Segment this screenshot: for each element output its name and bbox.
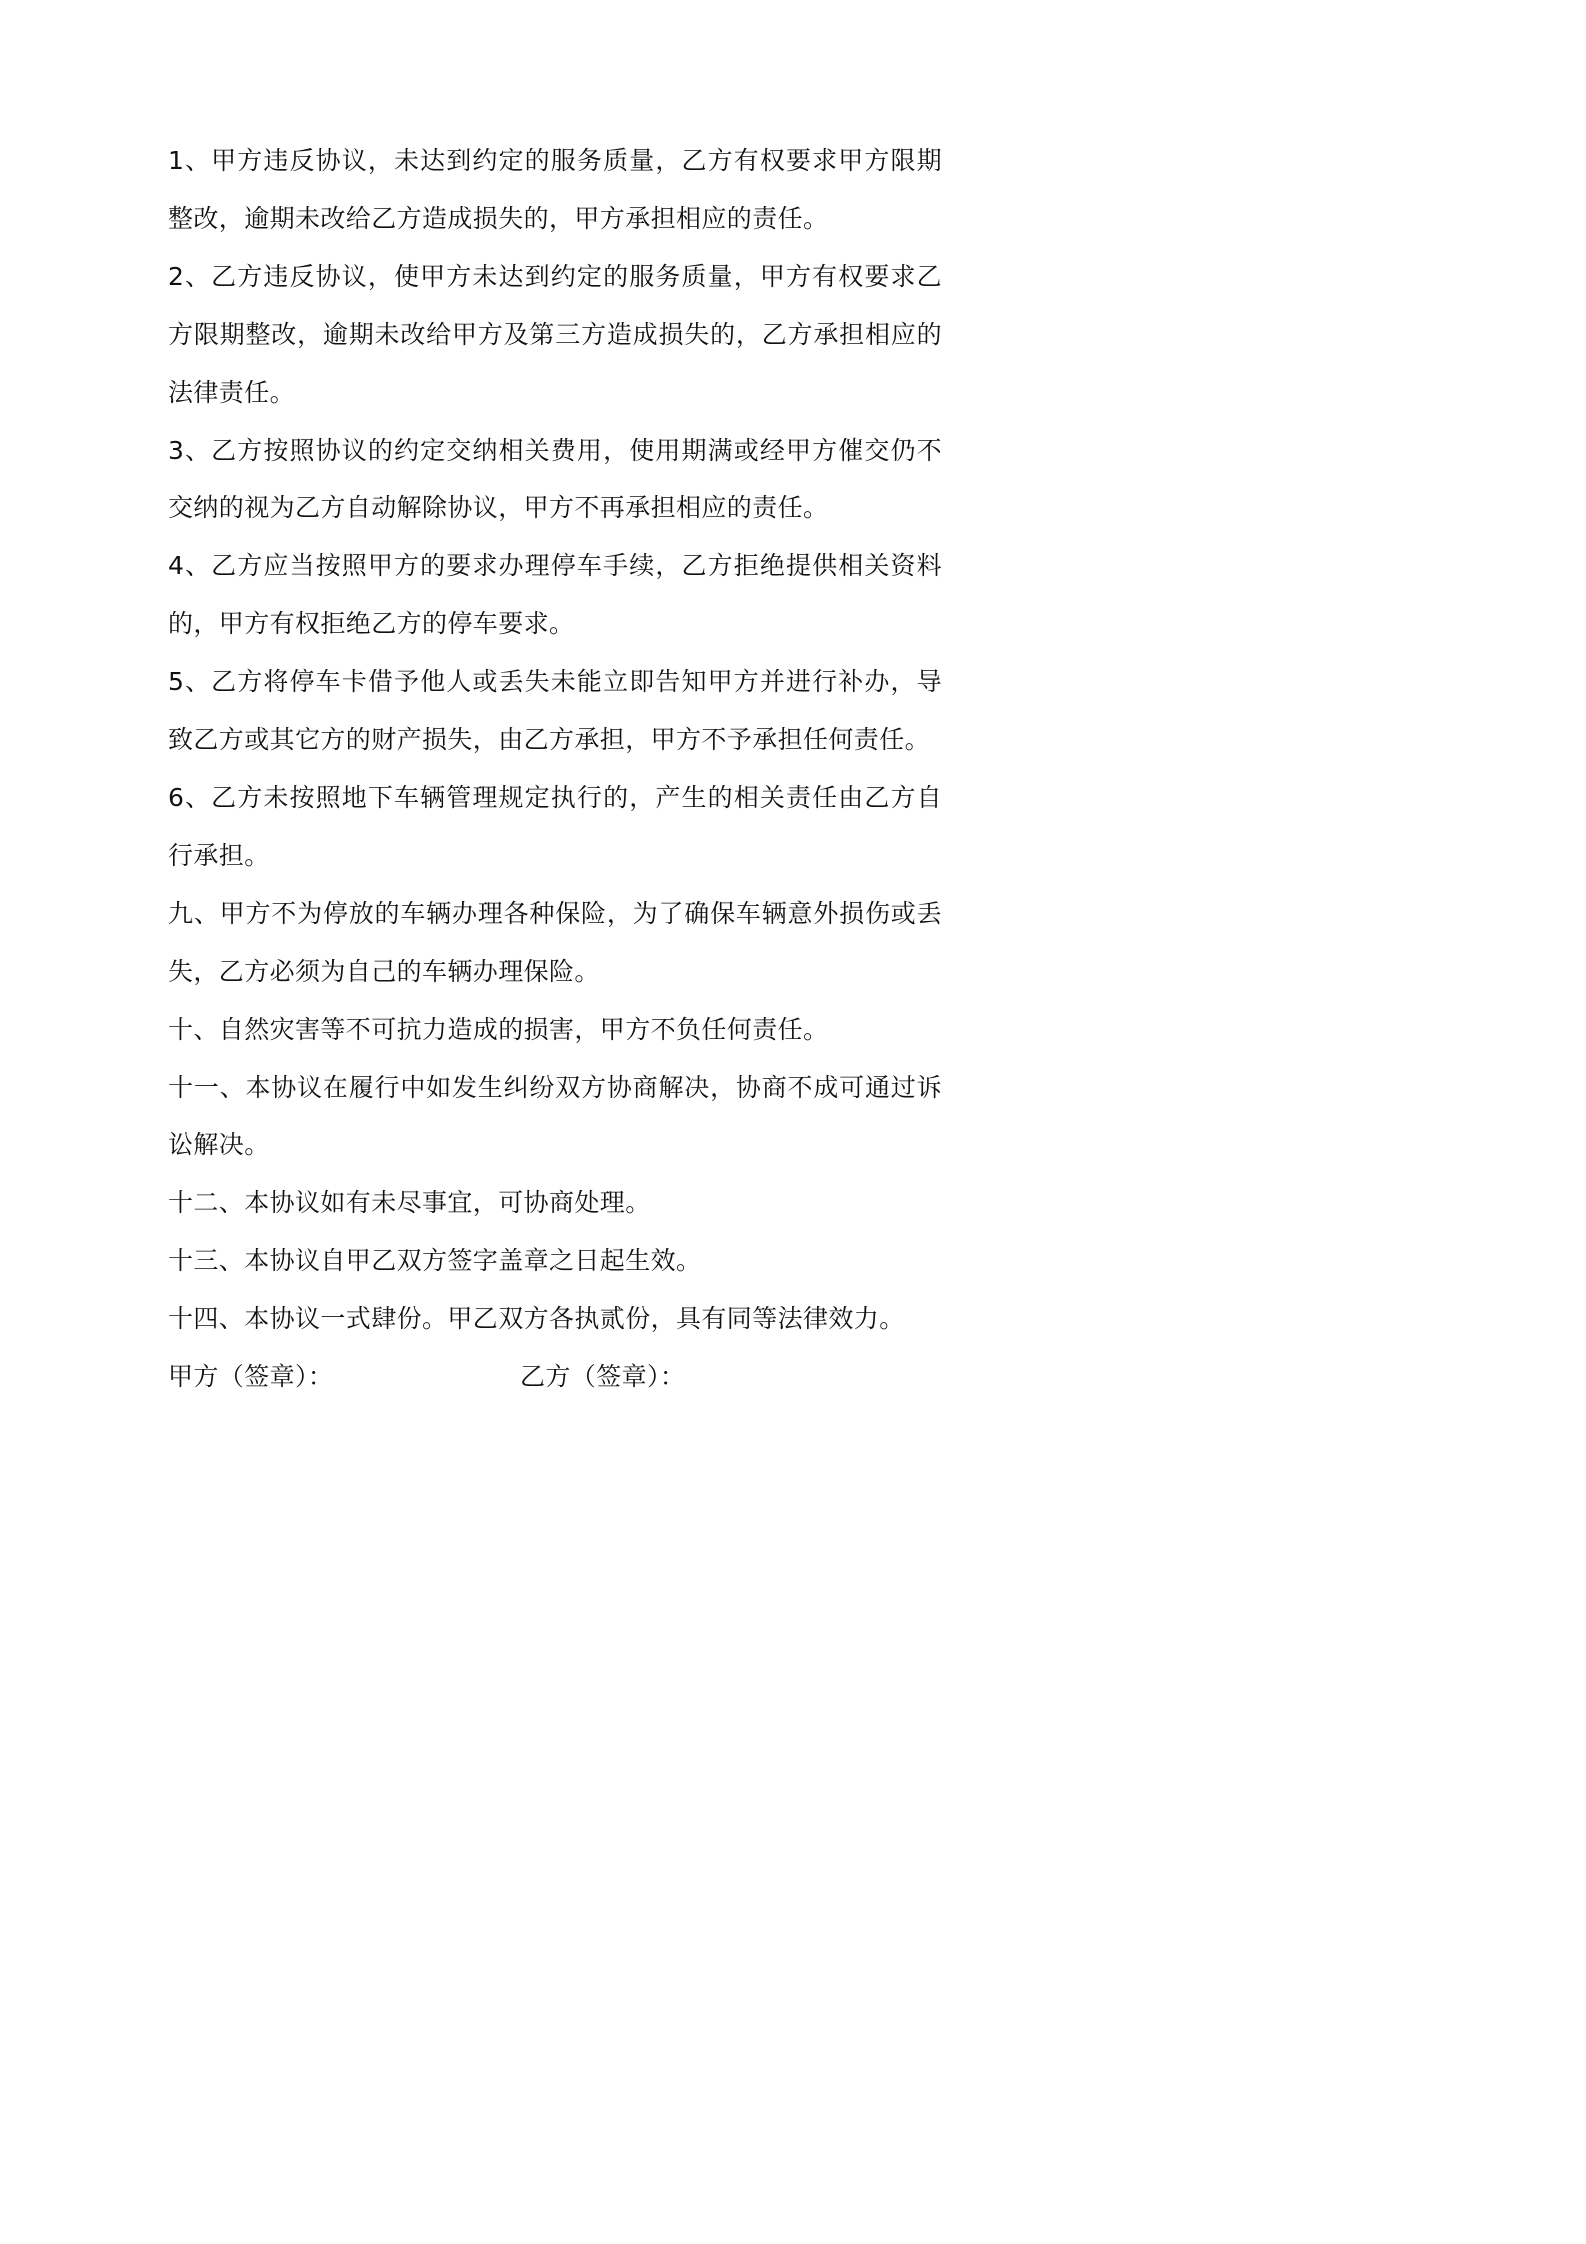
party-b-signature-label: 乙方（签章）： bbox=[520, 1362, 686, 1392]
document-body bbox=[168, 132, 942, 1406]
signature-block bbox=[168, 1348, 942, 1406]
clause-fourteen: 十四、本协议一式肆份。甲乙双方各执贰份，具有同等法律效力。 bbox=[168, 1304, 905, 1334]
clause-1: 1、甲方违反协议，未达到约定的服务质量，乙方有权要求甲方限期整改，逾期未改给乙方造成损失的，甲方承担相应的责任。 bbox=[168, 146, 942, 233]
clause-2: 2、乙方违反协议，使甲方未达到约定的服务质量，甲方有权要求乙方限期整改，逾期未改给甲方及第三方造成损失的，乙方承担相应的法律责任。 bbox=[168, 261, 942, 407]
clause-ten: 十、自然灾害等不可抗力造成的损害，甲方不负任何责任。 bbox=[168, 1014, 829, 1044]
clause-nine: 九、甲方不为停放的车辆办理各种保险，为了确保车辆意外损伤或丢失，乙方必须为自己的车辆办理保险。 bbox=[168, 898, 942, 986]
clause-twelve: 十二、本协议如有未尽事宜，可协商处理。 bbox=[168, 1188, 651, 1218]
clause-6: 6、乙方未按照地下车辆管理规定执行的，产生的相关责任由乙方自行承担。 bbox=[168, 782, 942, 870]
clause-eleven: 十一、本协议在履行中如发生纠纷双方协商解决，协商不成可通过诉讼解决。 bbox=[168, 1072, 942, 1160]
clause-4: 4、乙方应当按照甲方的要求办理停车手续，乙方拒绝提供相关资料的，甲方有权拒绝乙方的停车要求。 bbox=[168, 551, 942, 639]
document-page bbox=[0, 0, 1097, 1551]
party-a-signature-label: 甲方（签章）： bbox=[168, 1362, 334, 1392]
clause-thirteen: 十三、本协议自甲乙双方签字盖章之日起生效。 bbox=[168, 1246, 702, 1276]
clause-3: 3、乙方按照协议的约定交纳相关费用，使用期满或经甲方催交仍不交纳的视为乙方自动解除协议，甲方不再承担相应的责任。 bbox=[168, 435, 942, 523]
clause-5: 5、乙方将停车卡借予他人或丢失未能立即告知甲方并进行补办，导致乙方或其它方的财产损失，由乙方承担，甲方不予承担任何责任。 bbox=[168, 667, 942, 755]
